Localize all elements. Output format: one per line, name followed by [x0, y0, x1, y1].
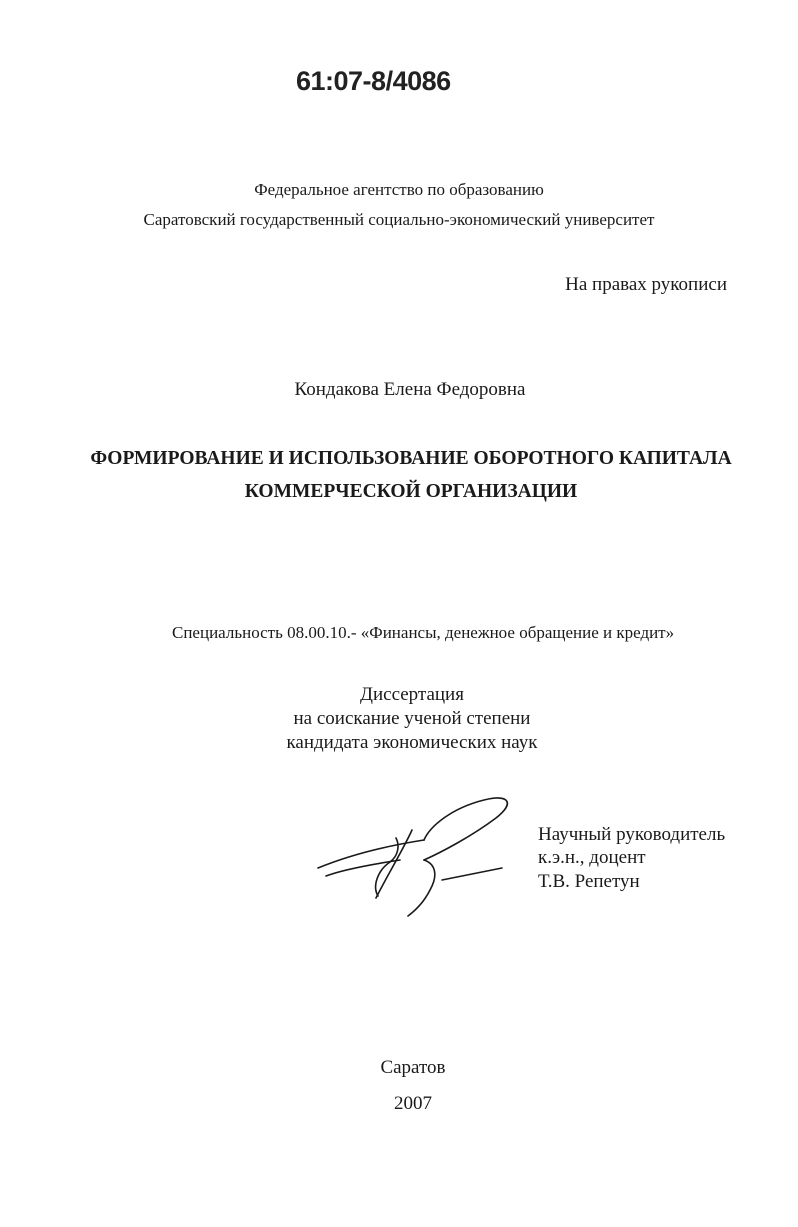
thesis-title-line-2: КОММЕРЧЕСКОЙ ОРГАНИЗАЦИИ: [244, 481, 578, 502]
agency-name: Федеральное агентство по образованию: [254, 180, 544, 199]
signature-image: [312, 790, 532, 920]
degree-name: кандидата экономических наук: [286, 732, 538, 753]
university-name: Саратовский государственный социально-экономический университет: [143, 210, 655, 229]
degree-purpose: на соискание ученой степени: [293, 708, 531, 729]
supervisor-degree: к.э.н., доцент: [538, 847, 646, 868]
author-name: Кондакова Елена Федоровна: [294, 379, 526, 400]
specialty-line: Специальность 08.00.10.- «Финансы, денежное обращение и кредит»: [172, 623, 675, 642]
dissertation-label: Диссертация: [360, 684, 464, 705]
rights-note: На правах рукописи: [565, 274, 727, 295]
thesis-title-line-1: ФОРМИРОВАНИЕ И ИСПОЛЬЗОВАНИЕ ОБОРОТНОГО КАПИТАЛА: [90, 448, 732, 469]
year: 2007: [394, 1093, 432, 1114]
city: Саратов: [380, 1057, 446, 1078]
supervisor-name: Т.В. Репетун: [538, 871, 640, 892]
supervisor-role: Научный руководитель: [538, 824, 726, 845]
catalog-number: 61:07-8/4086: [296, 66, 451, 96]
